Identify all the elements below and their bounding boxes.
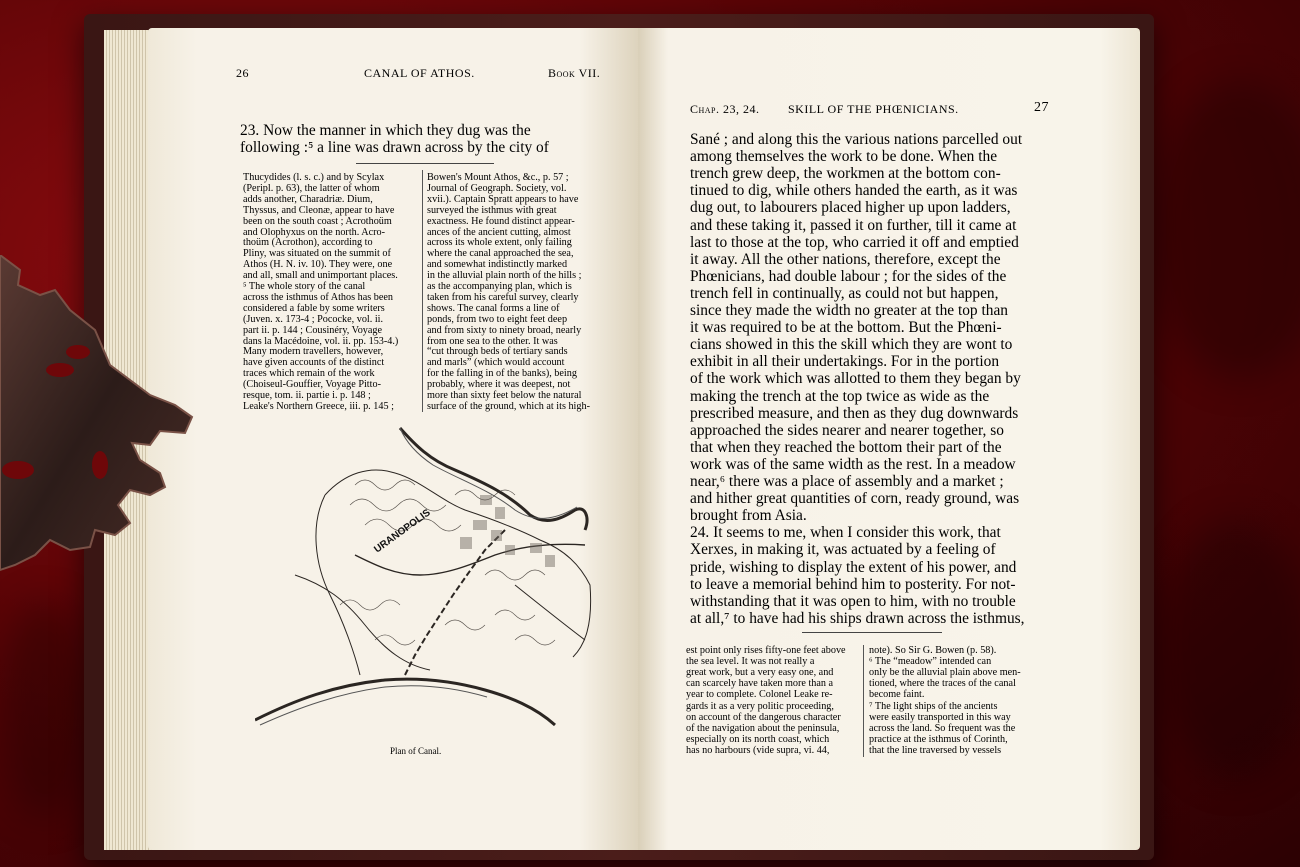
text-line: and hither great quantities of corn, ready ground, was (690, 490, 1020, 508)
footnote-line: surface of the ground, which at its high- (427, 400, 590, 412)
footnote-line: have given accounts of the distinct (243, 357, 385, 369)
book-label: Book VII. (548, 66, 601, 80)
right-page-number: 27 (1034, 100, 1049, 115)
text-line: near,⁶ there was a place of assembly and a market ; (690, 473, 1004, 490)
text-line: approached the sides nearer and nearer together, so (690, 421, 1004, 439)
footnote-line: ⁵ The whole story of the canal (243, 281, 366, 292)
chapter-label: Chap. 23, 24. (690, 102, 760, 116)
footnote-line: become faint. (869, 689, 925, 701)
footnote-line: and from sixty to ninety broad, nearly (427, 324, 582, 336)
footnote-line: note). So Sir G. Bowen (p. 58). (869, 645, 997, 656)
column-separator (863, 645, 864, 757)
footnote-line: ⁶ The “meadow” intended can (869, 656, 992, 668)
left-page-number: 26 (236, 66, 249, 80)
text-line: trench fell in continually, as could not but happen, (690, 284, 999, 302)
text-line: work was of the same width as the rest. In a meadow (690, 455, 1016, 473)
footnote-line: on account of the dangerous character (686, 711, 841, 723)
footnote-line: year to complete. Colonel Leake re- (686, 689, 833, 701)
footnote-line: where the canal approached the sea, (427, 248, 574, 260)
text-line: last to those at the top, who carried it off and emptied (690, 233, 1019, 251)
text-line: at all,⁷ to have had his ships drawn across the isthmus, (690, 609, 1025, 627)
text-line: and these taking it, passed it on further, till it came at (690, 216, 1017, 234)
text-line: exhibit in all their undertakings. For in the portion (690, 353, 1000, 371)
text-line: it was required to be at the bottom. But the Phœni- (690, 319, 1002, 337)
text-line: cians showed in this the skill which they are wont to (690, 336, 1013, 354)
footnote-line: for the falling in of the banks), being (427, 368, 577, 380)
text-line: brought from Asia. (690, 507, 807, 525)
footnote-line: Athos (H. N. iv. 10). They were, one (243, 259, 393, 271)
text-line: following :⁵ a line was drawn across by the city of (240, 139, 549, 156)
footnote-line: as the accompanying plan, which is (427, 281, 572, 292)
footnote-line: surveyed the isthmus with great (427, 204, 557, 216)
footnote-line: can scarcely have taken more than a (686, 678, 834, 690)
text-line: prescribed measure, and then as they dug downwards (690, 404, 1019, 422)
text-line: among themselves the work to be done. When the (690, 148, 998, 166)
footnote-line: Thucydides (l. s. c.) and by Scylax (243, 172, 385, 183)
footnote-line: and somewhat indistinctly marked (427, 259, 568, 271)
footnote-line: (Juven. x. 173-4 ; Pococke, vol. ii. (243, 313, 384, 325)
text-line: that when they reached the bottom their part of the (690, 438, 1002, 456)
footnote-line: part ii. p. 144 ; Cousinéry, Voyage (243, 324, 383, 336)
footnote-line: that the line traversed by vessels (869, 744, 1002, 756)
footnote-line: exactness. He found distinct appear- (427, 215, 575, 227)
footnote-line: taken from his careful survey, clearly (427, 291, 579, 303)
footnote-line: has no harbours (vide supra, vi. 44, (686, 744, 830, 756)
footnote-line: been on the south coast ; Acrothoüm (243, 215, 392, 227)
text-line: of the work which was allotted to them they began by (690, 370, 1021, 388)
footnote-rule (802, 632, 942, 633)
footnote-line: “cut through beds of tertiary sands (427, 346, 568, 358)
footnote-line: in the alluvial plain north of the hills ; (427, 270, 582, 282)
footnote-line: great work, but a very easy one, and (686, 667, 834, 679)
footnote-line: Pliny, was situated on the summit of (243, 248, 391, 260)
footnote-line: from one sea to the other. It was (427, 335, 558, 347)
footnote-line: more than sixty feet below the natural (427, 390, 582, 401)
footnote-line: shows. The canal forms a line of (427, 302, 560, 314)
footnote-line: ⁷ The light ships of the ancients (869, 700, 998, 712)
footnote-line: tioned, where the traces of the canal (869, 678, 1016, 690)
text-line: trench grew deep, the workmen at the bottom con- (690, 165, 1001, 183)
text-line: 24. It seems to me, when I consider this work, that (690, 524, 1001, 542)
footnote-line: across its whole extent, only failing (427, 237, 572, 249)
footnote-line: Journal of Geograph. Society, vol. (427, 182, 567, 194)
footnote-line: est point only rises fifty-one feet above (686, 645, 846, 656)
footnote-line: especially on its north coast, which (686, 733, 830, 745)
text-line: pride, wishing to display the extent of his power, and (690, 558, 1017, 576)
text-line: it away. All the other nations, therefore, except the (690, 250, 1001, 268)
text-line: making the trench at the top twice as wide as the (690, 387, 990, 405)
left-running-title: CANAL OF ATHOS. (364, 66, 475, 80)
map-label: URANOPOLIS (372, 507, 433, 556)
footnote-line: Many modern travellers, however, (243, 346, 384, 358)
cloth-fold (0, 600, 90, 820)
footnote-line: across the isthmus of Athos has been (243, 291, 393, 303)
footnote-line: and all, small and unimportant places. (243, 270, 398, 282)
text-line: 23. Now the manner in which they dug was the (240, 122, 531, 139)
text-line: dug out, to labourers placed higher up upon ladders, (690, 199, 1011, 217)
footnote-line: xvii.). Captain Spratt appears to have (427, 193, 579, 205)
cloth-fold (1150, 80, 1300, 380)
text-line: since they made the width no greater at the top than (690, 302, 1008, 319)
footnote-line: (Peripl. p. 63), the latter of whom (243, 182, 380, 194)
footnote-line: practice at the isthmus of Corinth, (869, 733, 1008, 745)
footnote-line: the sea level. It was not really a (686, 656, 815, 668)
canal-map (255, 425, 600, 730)
footnote-line: Leake's Northern Greece, iii. p. 145 ; (243, 400, 394, 412)
footnote-line: ances of the ancient cutting, almost (427, 226, 571, 238)
text-line: Phœnicians, had double labour ; for the sides of the (690, 267, 1007, 285)
text-line: tinued to dig, while others handed the earth, as it was (690, 182, 1018, 200)
footnote-line: probably, where it was deepest, not (427, 379, 571, 391)
right-running-title: SKILL OF THE PHŒNICIANS. (788, 102, 959, 116)
footnote-line: were easily transported in this way (869, 711, 1011, 723)
text-line: to leave a memorial behind him to posterity. For not- (690, 575, 1016, 593)
footnote-line: considered a fable by some writers (243, 302, 385, 314)
text-line: Xerxes, in making it, was actuated by a feeling of (690, 541, 996, 559)
footnote-rule (356, 163, 494, 164)
footnote-line: Bowen's Mount Athos, &c., p. 57 ; (427, 172, 569, 183)
footnote-line: resque, tom. ii. partie i. p. 148 ; (243, 390, 371, 401)
footnote-line: of the navigation about the peninsula, (686, 722, 840, 734)
footnote-line: adds another, Charadriæ. Dium, (243, 193, 373, 205)
footnote-line: Thyssus, and Cleonæ, appear to have (243, 204, 395, 216)
footnote-line: only be the alluvial plain above men- (869, 667, 1021, 679)
footnote-line: thoüm (Acrothon), according to (243, 237, 373, 249)
footnote-line: (Choiseul-Gouffier, Voyage Pitto- (243, 379, 381, 391)
footnote-line: ponds, from two to eight feet deep (427, 313, 568, 325)
figure-caption: Plan of Canal. (390, 746, 442, 756)
text-line: withstanding that it was open to him, with no trouble (690, 592, 1016, 610)
footnote-line: and Olophyxus on the north. Acro- (243, 226, 386, 238)
footnote-line: traces which remain of the work (243, 368, 375, 380)
cloth-fold (1160, 520, 1300, 780)
footnote-line: gards it as a very politic proceeding, (686, 700, 834, 712)
footnote-line: and marls” (which would account (427, 357, 565, 369)
footnote-line: dans la Macédoine, vol. ii. pp. 153-4.) (243, 335, 399, 347)
column-separator (422, 170, 423, 412)
footnote-line: across the land. So frequent was the (869, 722, 1016, 734)
text-line: Sané ; and along this the various nations parcelled out (690, 131, 1023, 148)
metal-leaf-bookmark (0, 255, 200, 575)
